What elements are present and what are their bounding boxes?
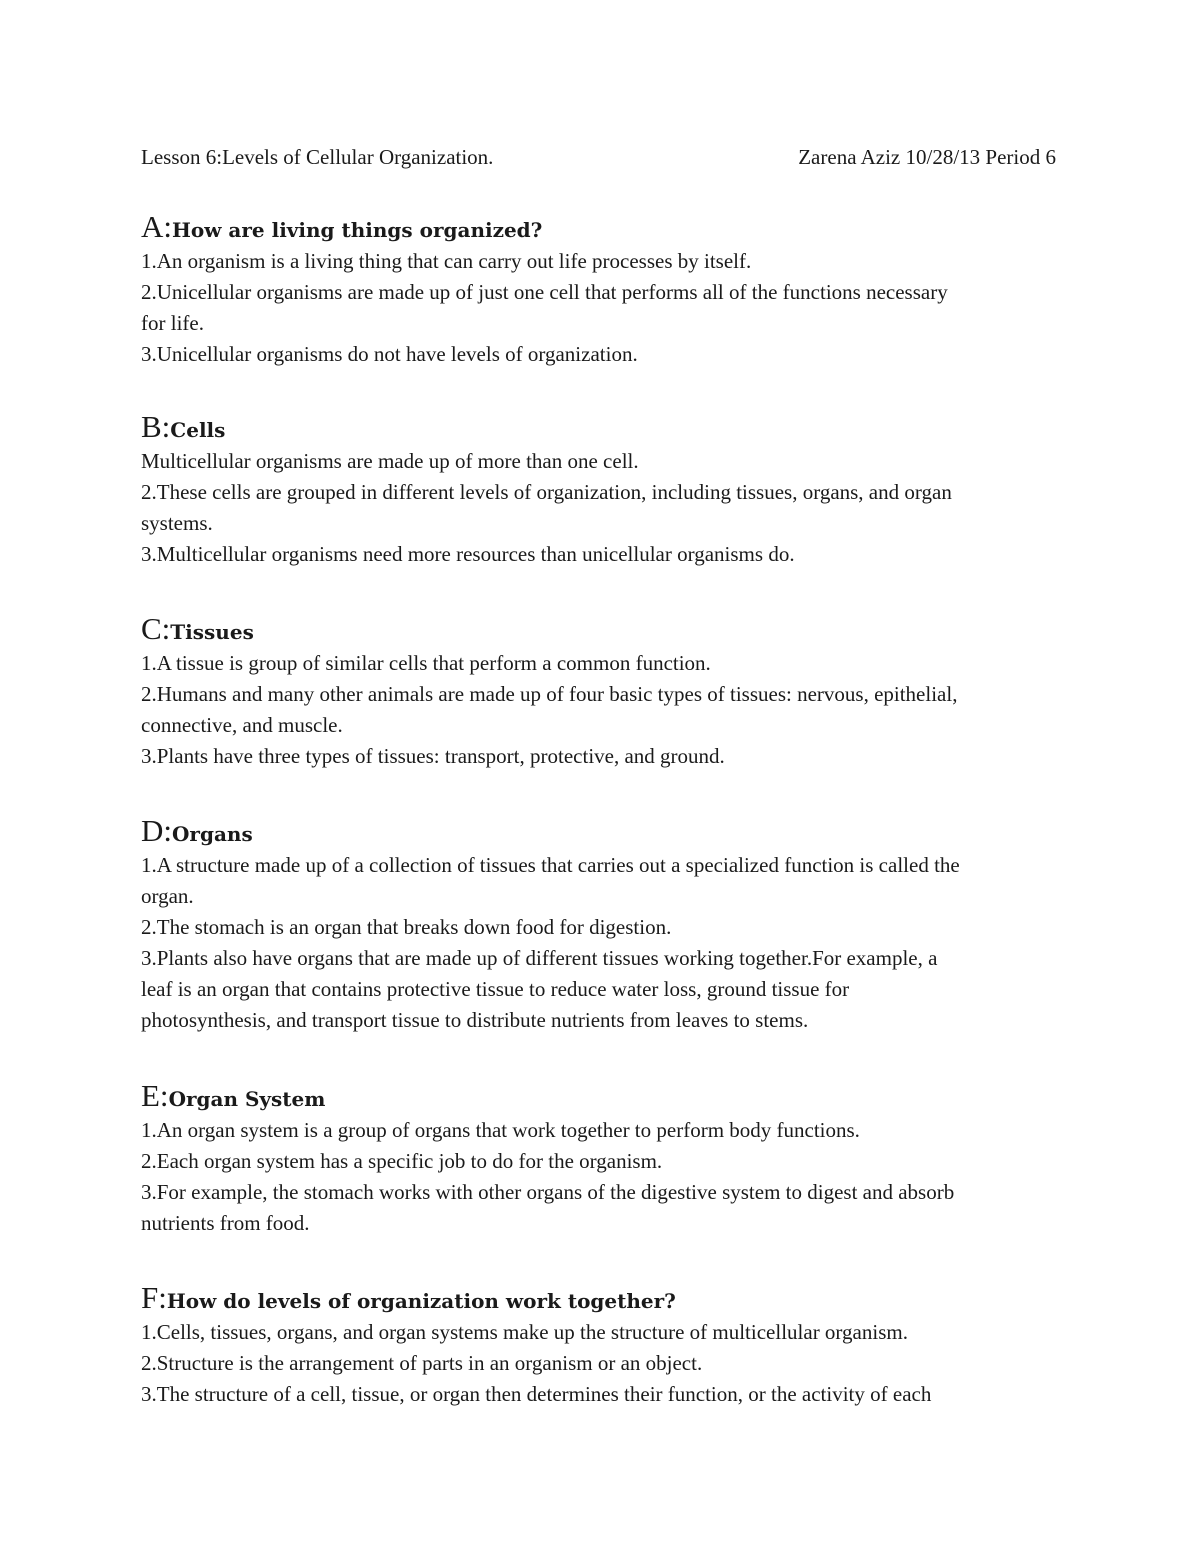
section-letter: C: <box>141 611 171 646</box>
section-a <box>141 208 1071 370</box>
text-line: 1.An organism is a living thing that can carry out life processes by itself. <box>141 249 752 273</box>
section-c <box>141 610 1071 772</box>
text-line: 2.Structure is the arrangement of parts in an organism or an object. <box>141 1351 703 1375</box>
text-line: 1.Cells, tissues, organs, and organ systems make up the structure of multicellular organism. <box>141 1320 908 1344</box>
text-line: systems. <box>141 511 213 535</box>
section-heading <box>141 610 1071 648</box>
text-line: 3.For example, the stomach works with other organs of the digestive system to digest and absorb <box>141 1180 955 1204</box>
section-e <box>141 1077 1071 1239</box>
text-line: 2.The stomach is an organ that breaks down food for digestion. <box>141 915 672 939</box>
text-line: leaf is an organ that contains protective tissue to reduce water loss, ground tissue for <box>141 977 850 1001</box>
section-d <box>141 812 1071 1036</box>
section-title: Organ System <box>168 1087 326 1111</box>
text-line: nutrients from food. <box>141 1211 310 1235</box>
section-title: Cells <box>170 418 226 442</box>
section-heading <box>141 1279 1071 1317</box>
section-title: Organs <box>172 822 253 846</box>
text-line: 3.Plants also have organs that are made up of different tissues working together.For example, a <box>141 946 938 970</box>
text-line: 1.A structure made up of a collection of tissues that carries out a specialized function is called the <box>141 853 960 877</box>
text-line: connective, and muscle. <box>141 713 343 737</box>
text-line: photosynthesis, and transport tissue to distribute nutrients from leaves to stems. <box>141 1008 809 1032</box>
section-heading <box>141 1077 1071 1115</box>
text-line: for life. <box>141 311 204 335</box>
text-line: 3.Plants have three types of tissues: transport, protective, and ground. <box>141 744 725 768</box>
section-heading <box>141 408 1071 446</box>
section-heading <box>141 812 1071 850</box>
text-line: 2.Humans and many other animals are made up of four basic types of tissues: nervous, epithelial, <box>141 682 958 706</box>
section-letter: B: <box>141 409 171 444</box>
section-letter: D: <box>141 813 172 848</box>
section-f <box>141 1279 1071 1410</box>
section-heading <box>141 208 1071 246</box>
author-date-period: Zarena Aziz 10/28/13 Period 6 <box>798 145 1056 169</box>
text-line: 1.An organ system is a group of organs that work together to perform body functions. <box>141 1118 860 1142</box>
section-b <box>141 408 1071 570</box>
document-header <box>141 141 1056 173</box>
text-line: organ. <box>141 884 194 908</box>
section-title: Tissues <box>170 620 254 644</box>
section-title: How are living things organized? <box>172 218 543 242</box>
text-line: Multicellular organisms are made up of more than one cell. <box>141 449 639 473</box>
text-line: 3.Unicellular organisms do not have levels of organization. <box>141 342 638 366</box>
text-line: 2.Unicellular organisms are made up of just one cell that performs all of the functions necessary <box>141 280 948 304</box>
section-letter: F: <box>141 1280 167 1315</box>
section-letter: A: <box>141 209 172 244</box>
section-letter: E: <box>141 1078 169 1113</box>
text-line: 2.These cells are grouped in different levels of organization, including tissues, organs, and organ <box>141 480 952 504</box>
text-line: 2.Each organ system has a specific job to do for the organism. <box>141 1149 663 1173</box>
lesson-title: Lesson 6:Levels of Cellular Organization. <box>141 145 494 169</box>
section-title: How do levels of organization work together? <box>166 1289 676 1313</box>
text-line: 3.Multicellular organisms need more resources than unicellular organisms do. <box>141 542 795 566</box>
text-line: 1.A tissue is group of similar cells that perform a common function. <box>141 651 711 675</box>
text-line: 3.The structure of a cell, tissue, or organ then determines their function, or the activity of each <box>141 1382 932 1406</box>
